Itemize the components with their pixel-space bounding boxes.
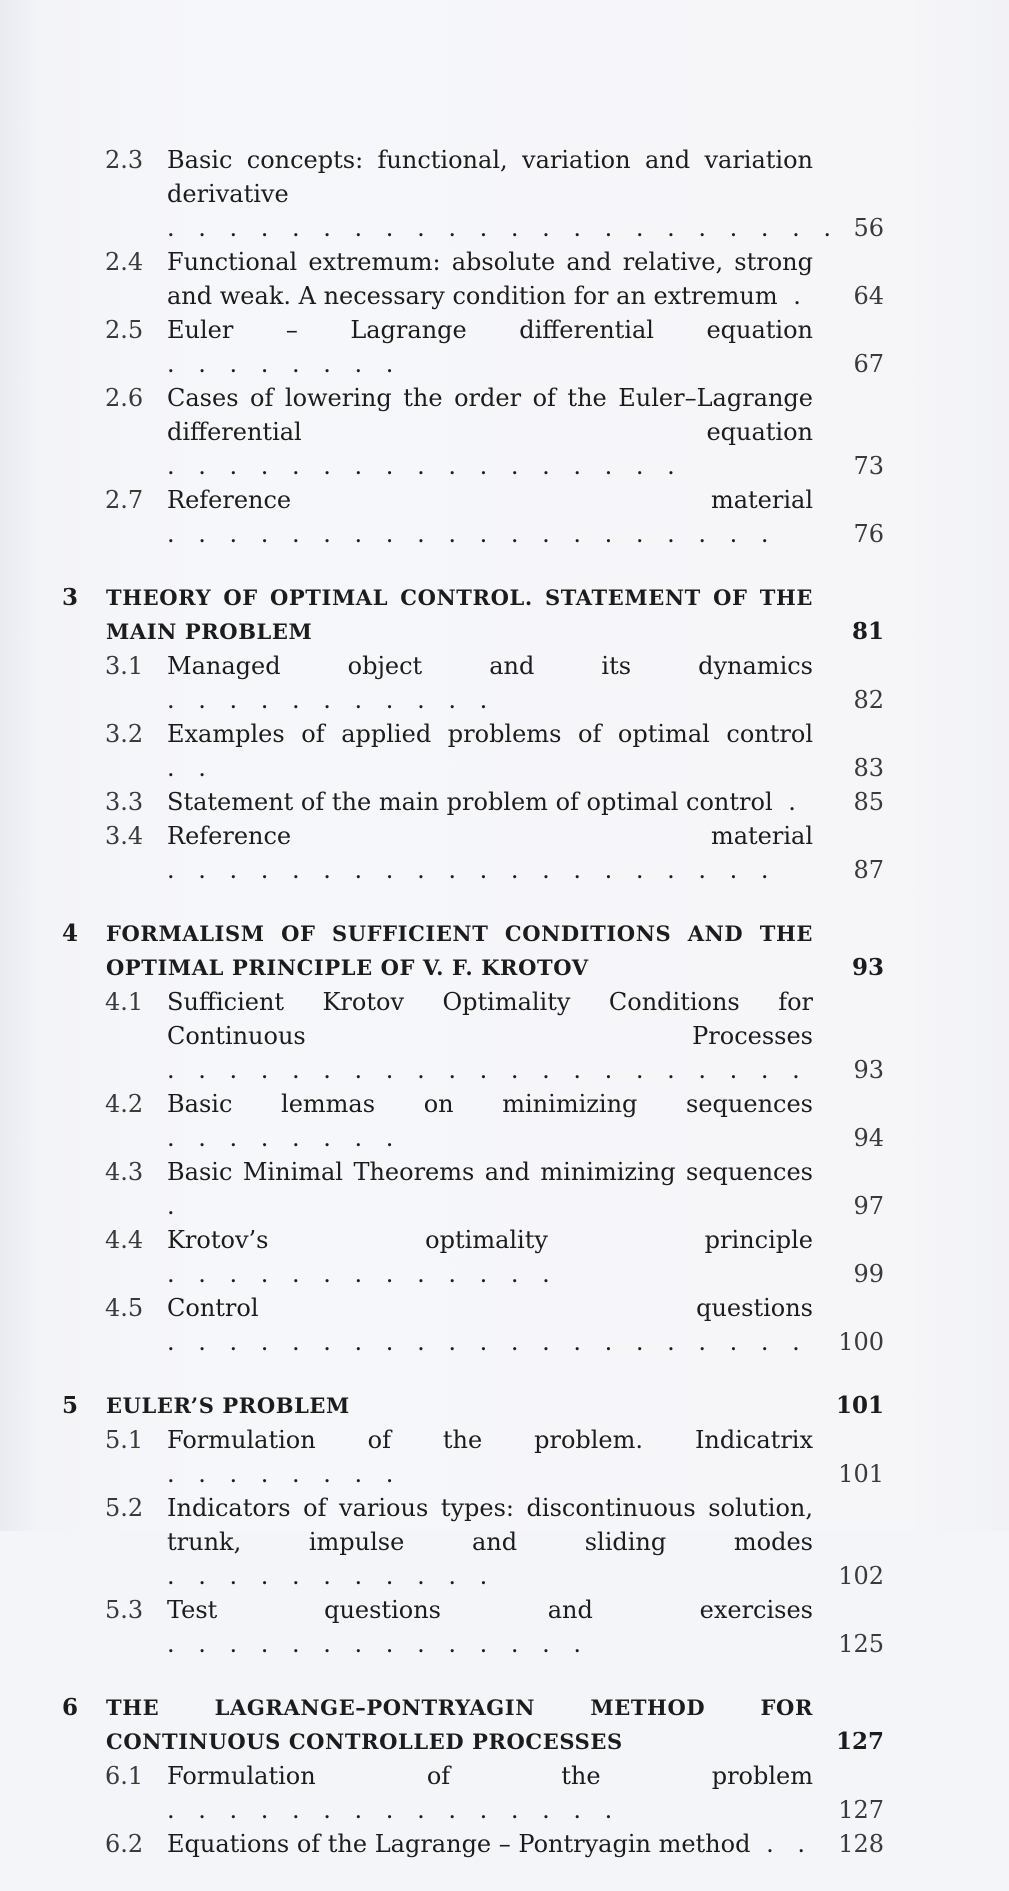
chapter-5 bbox=[62, 1389, 892, 1661]
chapter-number: 4 bbox=[62, 920, 79, 947]
dot-leader: . . . . . . . . . . . . . . . . . . . . bbox=[167, 856, 777, 884]
section-number: 2.7 bbox=[105, 486, 144, 514]
section-title: Control questions bbox=[167, 1294, 813, 1322]
toc-entry-3-3 bbox=[62, 785, 892, 819]
page-number: 64 bbox=[853, 282, 884, 310]
section-title: Cases of lowering the order of the Euler–Lagrange differential equation bbox=[167, 384, 813, 446]
page-number: 87 bbox=[853, 856, 884, 884]
toc-entry-3-4 bbox=[62, 819, 892, 887]
section-title: Managed object and its dynamics bbox=[167, 652, 813, 680]
toc-entry-4-3 bbox=[62, 1155, 892, 1223]
section-number: 2.5 bbox=[105, 316, 144, 344]
toc-entry-2-4 bbox=[62, 245, 892, 313]
page-number: 100 bbox=[838, 1328, 884, 1356]
page-number: 82 bbox=[853, 686, 884, 714]
table-of-contents bbox=[62, 143, 892, 1891]
dot-leader: . . . . . . . . . . . . . . . bbox=[167, 1796, 621, 1824]
chapter-page-number: 127 bbox=[835, 1728, 884, 1755]
section-title: Equations of the Lagrange – Pontryagin method bbox=[167, 1830, 751, 1858]
page-number: 56 bbox=[853, 214, 884, 242]
section-title: Formulation of the problem. Indicatrix bbox=[167, 1426, 813, 1454]
dot-leader: . . . . . . . . . . . . . . bbox=[167, 1630, 589, 1658]
section-number: 3.2 bbox=[105, 720, 144, 748]
section-number: 2.6 bbox=[105, 384, 144, 412]
dot-leader: . . . . . . . . bbox=[167, 1124, 402, 1152]
chapter-title: FORMALISM OF SUFFICIENT CONDITIONS AND THE OPTIMAL PRINCIPLE OF V. F. KROTOV bbox=[106, 921, 813, 980]
page-number: 102 bbox=[838, 1562, 884, 1590]
section-number: 4.4 bbox=[105, 1226, 144, 1254]
toc-entry-6-2 bbox=[62, 1827, 892, 1861]
toc-entry-2-7 bbox=[62, 483, 892, 551]
dot-leader: . . . . . . . . . . . . . bbox=[167, 1260, 558, 1288]
section-number: 5.3 bbox=[105, 1596, 144, 1624]
section-number: 4.1 bbox=[105, 988, 144, 1016]
page-number: 93 bbox=[853, 1056, 884, 1084]
chapter-number: 5 bbox=[62, 1392, 79, 1419]
toc-entry-5-1 bbox=[62, 1423, 892, 1491]
dot-leader: . . . . . . . . . . . . . . . . . . . . . . bbox=[167, 214, 840, 242]
toc-entry-5-3 bbox=[62, 1593, 892, 1661]
page-number: 125 bbox=[838, 1630, 884, 1658]
section-title: Reference material bbox=[167, 486, 813, 514]
section-title: Krotov’s optimality principle bbox=[167, 1226, 813, 1254]
section-title: Basic lemmas on minimizing sequences bbox=[167, 1090, 813, 1118]
page-number: 85 bbox=[853, 788, 884, 816]
chapter-6 bbox=[62, 1691, 892, 1861]
section-number: 3.3 bbox=[105, 788, 144, 816]
section-title: Basic concepts: functional, variation and variation derivative bbox=[167, 146, 813, 208]
page-number: 127 bbox=[838, 1796, 884, 1824]
chapter-page-number: 81 bbox=[851, 618, 884, 645]
dot-leader: . . . . . . . . . . . . . . . . . bbox=[167, 452, 683, 480]
page-number: 76 bbox=[853, 520, 884, 548]
section-number: 4.2 bbox=[105, 1090, 144, 1118]
toc-entry-2-3 bbox=[62, 143, 892, 245]
toc-entry-3-1 bbox=[62, 649, 892, 717]
section-title: Functional extremum: absolute and relative, strong and weak. A necessary condition for an extremum bbox=[167, 248, 813, 310]
section-title: Test questions and exercises bbox=[167, 1596, 813, 1624]
section-number: 6.1 bbox=[105, 1762, 144, 1790]
section-number: 3.1 bbox=[105, 652, 144, 680]
section-number: 6.2 bbox=[105, 1830, 144, 1858]
toc-entry-2-5 bbox=[62, 313, 892, 381]
dot-leader: . . . . . . . . . . . . . . . . . . . . bbox=[167, 520, 777, 548]
chapter-2-continued bbox=[62, 143, 892, 551]
toc-entry-5-2 bbox=[62, 1491, 892, 1593]
chapter-4 bbox=[62, 917, 892, 1359]
section-number: 5.2 bbox=[105, 1494, 144, 1522]
section-number: 2.3 bbox=[105, 146, 144, 174]
toc-entry-4-1 bbox=[62, 985, 892, 1087]
toc-entry-6-1 bbox=[62, 1759, 892, 1827]
chapter-heading bbox=[62, 581, 892, 649]
dot-leader: . bbox=[772, 788, 804, 816]
section-title: Sufficient Krotov Optimality Conditions for Continuous Processes bbox=[167, 988, 813, 1050]
dot-leader: . . . . . . . . . . . . . . . . . . . . . bbox=[167, 1328, 808, 1356]
dot-leader: . bbox=[167, 1192, 183, 1220]
dot-leader: . bbox=[777, 282, 809, 310]
dot-leader: . . bbox=[750, 1830, 813, 1858]
chapter-number: 6 bbox=[62, 1694, 79, 1721]
section-title: Examples of applied problems of optimal control bbox=[167, 720, 813, 748]
section-title: Statement of the main problem of optimal control bbox=[167, 788, 773, 816]
dot-leader: . . . . . . . . bbox=[167, 1460, 402, 1488]
chapter-heading bbox=[62, 1389, 892, 1423]
dot-leader: . . bbox=[167, 754, 214, 782]
dot-leader: . . . . . . . . . . . bbox=[167, 686, 496, 714]
toc-entry-4-4 bbox=[62, 1223, 892, 1291]
chapter-title: EULER’S PROBLEM bbox=[106, 1393, 350, 1418]
section-number: 3.4 bbox=[105, 822, 144, 850]
section-number: 2.4 bbox=[105, 248, 144, 276]
page-number: 67 bbox=[853, 350, 884, 378]
page-number: 128 bbox=[838, 1830, 884, 1858]
section-title: Reference material bbox=[167, 822, 813, 850]
dot-leader: . . . . . . . . . . . . . . . . . . . . . bbox=[167, 1056, 808, 1084]
section-number: 5.1 bbox=[105, 1426, 144, 1454]
dot-leader: . . . . . . . . bbox=[167, 350, 402, 378]
section-title: Euler – Lagrange differential equation bbox=[167, 316, 813, 344]
section-number: 4.5 bbox=[105, 1294, 144, 1322]
page-number: 97 bbox=[853, 1192, 884, 1220]
chapter-page-number: 101 bbox=[835, 1392, 884, 1419]
section-title: Indicators of various types: discontinuous solution, trunk, impulse and sliding modes bbox=[167, 1494, 813, 1556]
chapter-heading bbox=[62, 917, 892, 985]
toc-entry-4-5 bbox=[62, 1291, 892, 1359]
section-number: 4.3 bbox=[105, 1158, 144, 1186]
dot-leader: . . . . . . . . . . . bbox=[167, 1562, 496, 1590]
chapter-title: THEORY OF OPTIMAL CONTROL. STATEMENT OF THE MAIN PROBLEM bbox=[106, 585, 813, 644]
page-number: 94 bbox=[853, 1124, 884, 1152]
chapter-3 bbox=[62, 581, 892, 887]
section-title: Basic Minimal Theorems and minimizing sequences bbox=[167, 1158, 813, 1186]
chapter-heading bbox=[62, 1691, 892, 1759]
page-number: 99 bbox=[853, 1260, 884, 1288]
chapter-title: THE LAGRANGE–PONTRYAGIN METHOD FOR CONTINUOUS CONTROLLED PROCESSES bbox=[106, 1695, 813, 1754]
page-number: 101 bbox=[838, 1460, 884, 1488]
page-number: 83 bbox=[853, 754, 884, 782]
toc-entry-2-6 bbox=[62, 381, 892, 483]
toc-entry-3-2 bbox=[62, 717, 892, 785]
toc-entry-4-2 bbox=[62, 1087, 892, 1155]
section-title: Formulation of the problem bbox=[167, 1762, 813, 1790]
chapter-page-number: 93 bbox=[851, 954, 884, 981]
page-number: 73 bbox=[853, 452, 884, 480]
chapter-number: 3 bbox=[62, 584, 79, 611]
